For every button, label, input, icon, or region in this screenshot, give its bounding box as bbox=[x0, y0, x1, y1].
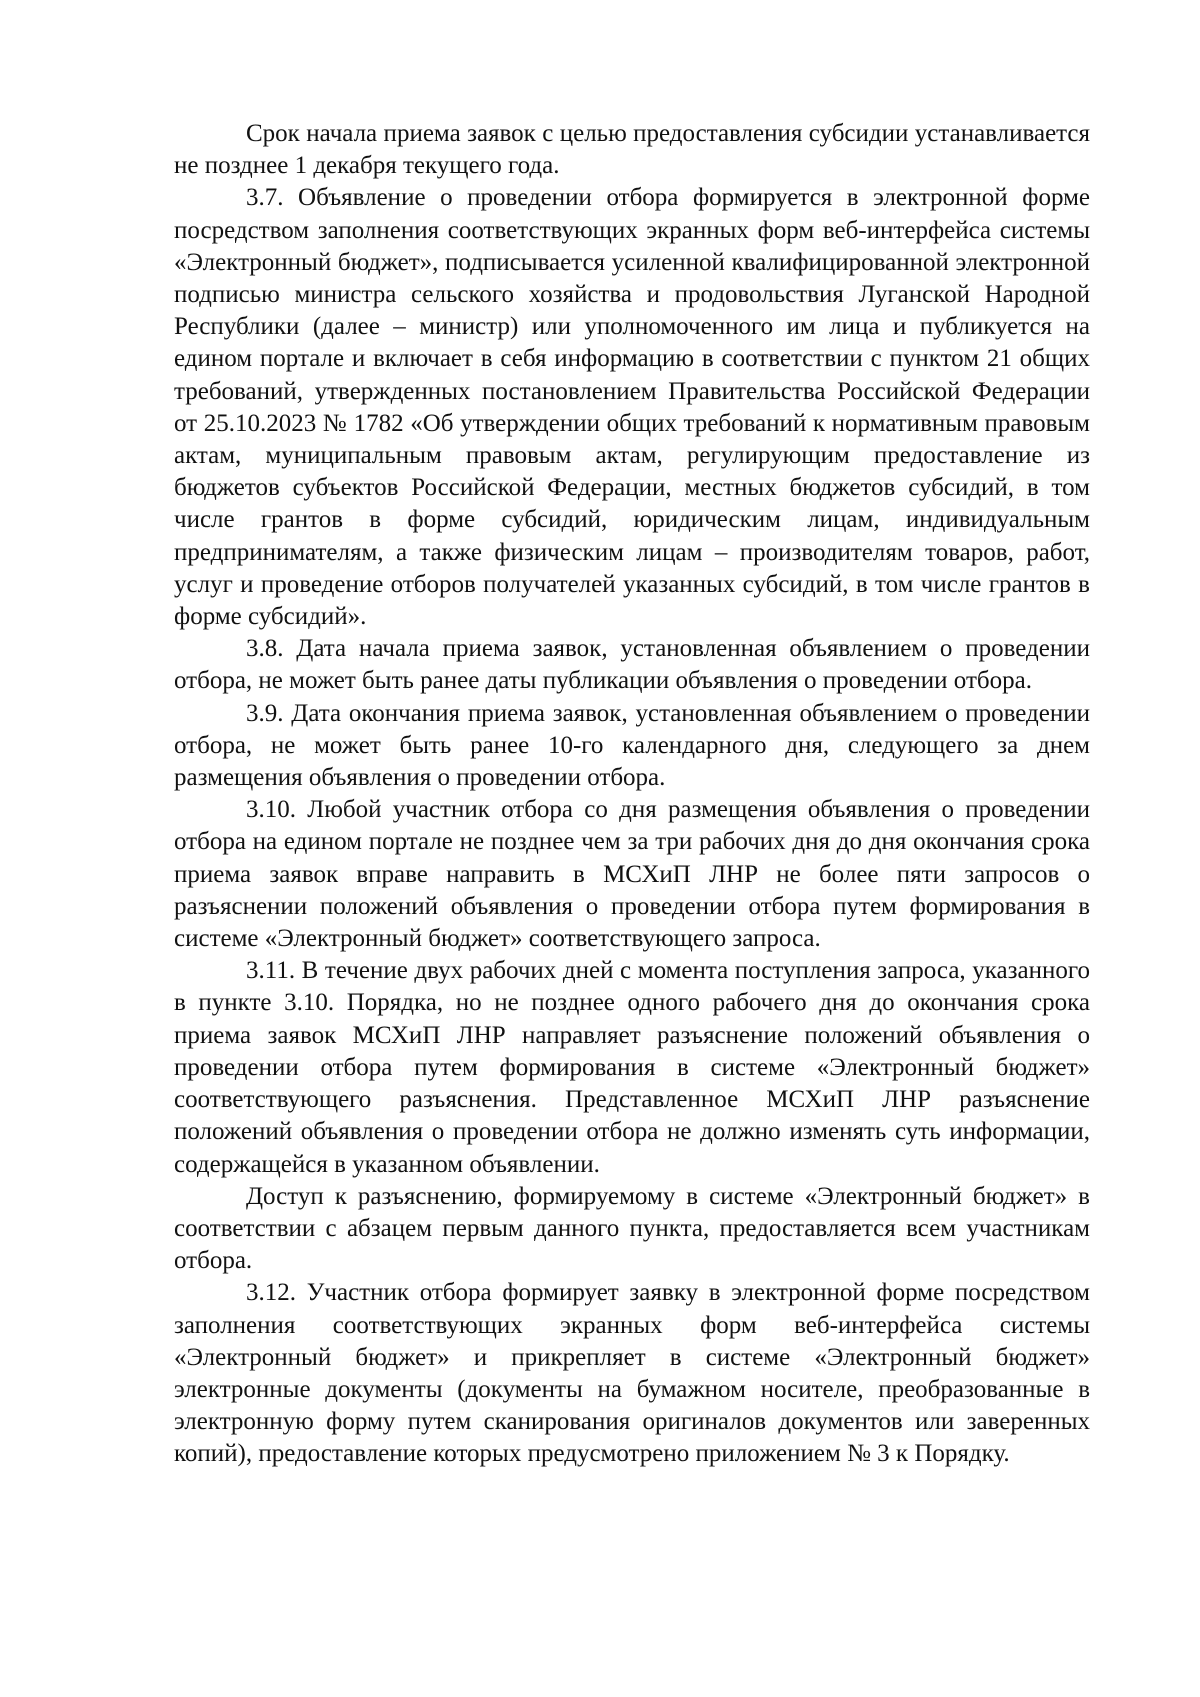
paragraph-clarification-access: Доступ к разъяснению, формируемому в системе «Электронный бюджет» в соответствии с абзацем первым данного пункта, предоставляется всем участникам отбора. bbox=[174, 1182, 1090, 1275]
paragraph-3-7: 3.7. Объявление о проведении отбора формируется в электронной форме посредством заполнения соответствующих экранных форм веб-интерфейса системы «Электронный бюджет», подписывается усиленной квалифицированной электронной подписью министра сельского хозяйства и продовольствия Луганской Народной Республики (далее – министр) или уполномоченного им лица и публикуется на едином портале и включает в себя информацию в соответствии с пунктом 21 общих требований, утвержденных постановлением Правительства Российской Федерации от 25.10.2023 № 1782 «Об утверждении общих требований к нормативным правовым актам, муниципальным правовым актам, регулирующим предоставление из бюджетов субъектов Российской Федерации, местных бюджетов субсидий, в том числе грантов в форме субсидий, юридическим лицам, индивидуальным предпринимателям, а также физическим лицам – производителям товаров, работ, услуг и проведение отборов получателей указанных субсидий, в том числе грантов в форме субсидий». bbox=[174, 184, 1090, 631]
paragraph-deadline: Срок начала приема заявок с целью предоставления субсидии устанавливается не позднее 1 декабря текущего года. bbox=[174, 120, 1090, 180]
paragraph-3-11: 3.11. В течение двух рабочих дней с момента поступления запроса, указанного в пункте 3.10. Порядка, но не позднее одного рабочего дня до окончания срока приема заявок МСХиП ЛНР направляет разъяснение положений объявления о проведении отбора путем формирования в системе «Электронный бюджет» соответствующего разъяснения. Представленное МСХиП ЛНР разъяснение положений объявления о проведении отбора не должно изменять суть информации, содержащейся в указанном объявлении. bbox=[174, 957, 1090, 1178]
paragraph-3-9: 3.9. Дата окончания приема заявок, установленная объявлением о проведении отбора, не может быть ранее 10-го календарного дня, следующего за днем размещения объявления о проведении отбора. bbox=[174, 699, 1090, 792]
paragraph-3-8: 3.8. Дата начала приема заявок, установленная объявлением о проведении отбора, не может быть ранее даты публикации объявления о проведении отбора. bbox=[174, 635, 1090, 695]
paragraph-3-10: 3.10. Любой участник отбора со дня размещения объявления о проведении отбора на едином портале не позднее чем за три рабочих дня до дня окончания срока приема заявок вправе направить в МСХиП ЛНР не более пяти запросов о разъяснении положений объявления о проведении отбора путем формирования в системе «Электронный бюджет» соответствующего запроса. bbox=[174, 796, 1090, 953]
paragraph-3-12: 3.12. Участник отбора формирует заявку в электронной форме посредством заполнения соответствующих экранных форм веб-интерфейса системы «Электронный бюджет» и прикрепляет в системе «Электронный бюджет» электронные документы (документы на бумажном носителе, преобразованные в электронную форму путем сканирования оригиналов документов или заверенных копий), предоставление которых предусмотрено приложением № 3 к Порядку. bbox=[174, 1279, 1090, 1468]
